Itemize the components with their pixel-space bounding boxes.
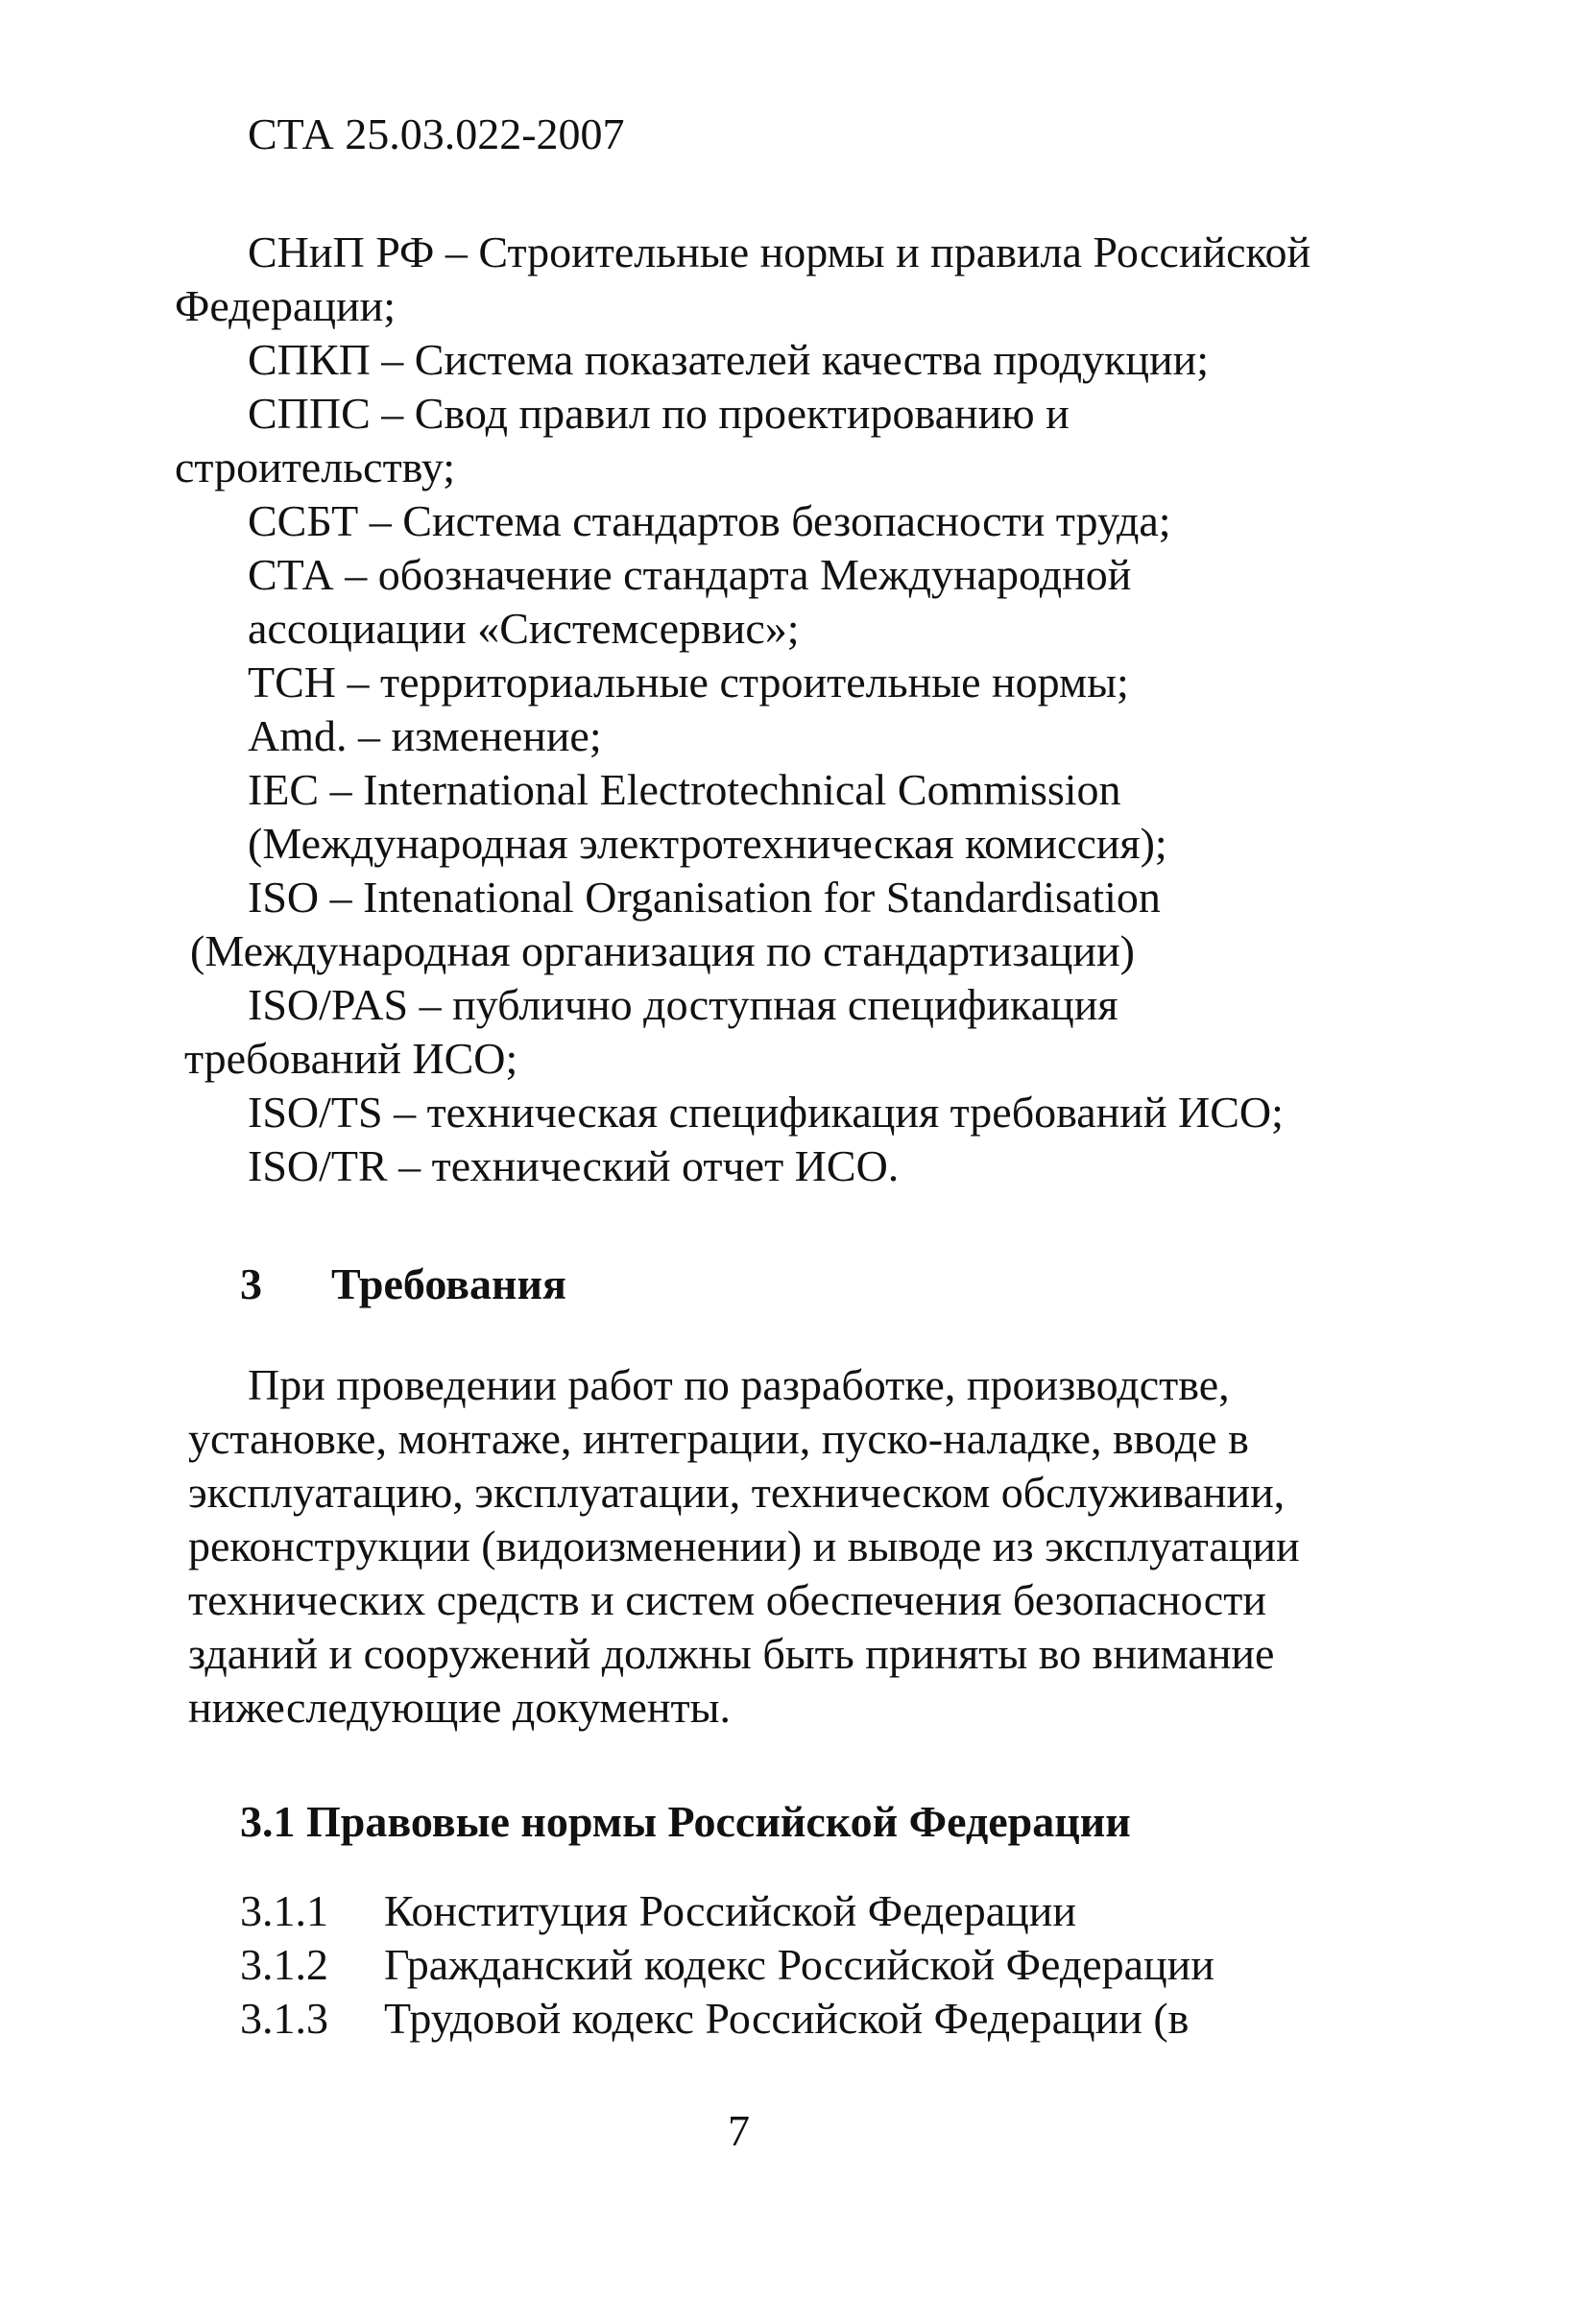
- section-3-number: 3: [240, 1259, 262, 1308]
- abbrev-iso: ISO – Intenational Organisation for Standardisation: [248, 873, 1161, 922]
- list-item-text: Конституция Российской Федерации: [384, 1886, 1076, 1935]
- section-3-paragraph-line-5: технических средств и систем обеспечения безопасности: [188, 1575, 1266, 1624]
- section-3-heading: [240, 1258, 566, 1311]
- list-item-number: 3.1.3: [240, 1994, 328, 2043]
- list-item: [240, 1992, 1189, 2046]
- section-3-paragraph-line-6: зданий и сооружений должны быть приняты во внимание: [188, 1629, 1275, 1678]
- section-3-paragraph-line-7: нижеследующие документы.: [188, 1683, 732, 1732]
- list-item: [240, 1938, 1214, 1992]
- abbrev-sta-cont: ассоциации «Системсервис»;: [248, 604, 800, 653]
- abbrev-spps: СППС – Свод правил по проектированию и: [248, 389, 1070, 438]
- section-3-paragraph-line-3: эксплуатацию, эксплуатации, техническом обслуживании,: [188, 1468, 1286, 1517]
- list-item-text: Трудовой кодекс Российской Федерации (в: [384, 1994, 1190, 2043]
- abbrev-iso-ts: ISO/TS – техническая спецификация требований ИСО;: [248, 1088, 1284, 1137]
- list-item-text: Гражданский кодекс Российской Федерации: [384, 1940, 1214, 1989]
- document-code-header: СТА 25.03.022-2007: [248, 109, 625, 158]
- abbrev-amd: Amd. – изменение;: [248, 711, 602, 760]
- abbrev-iec-cont: (Международная электротехническая комиссия);: [248, 819, 1167, 868]
- section-3-1-heading: 3.1 Правовые нормы Российской Федерации: [240, 1797, 1131, 1846]
- abbrev-iso-pas: ISO/PAS – публично доступная спецификация: [248, 980, 1118, 1029]
- section-3-title: Требования: [331, 1259, 566, 1308]
- abbrev-snip-cont: Федерации;: [175, 281, 397, 330]
- abbrev-spps-cont: строительству;: [175, 443, 455, 491]
- list-item-number: 3.1.2: [240, 1940, 328, 1989]
- abbrev-iso-tr: ISO/TR – технический отчет ИСО.: [248, 1141, 900, 1190]
- abbrev-tsn: ТСН – территориальные строительные нормы;: [248, 658, 1129, 707]
- abbrev-spkp: СПКП – Система показателей качества продукции;: [248, 335, 1209, 384]
- abbrev-ssbt: ССБТ – Система стандартов безопасности труда;: [248, 496, 1171, 545]
- section-3-paragraph-line-1: При проведении работ по разработке, производстве,: [248, 1360, 1230, 1409]
- abbrev-iso-cont: (Международная организация по стандартизации): [190, 926, 1135, 975]
- list-item: [240, 1884, 1076, 1938]
- section-3-paragraph-line-2: установке, монтаже, интеграции, пуско-наладке, вводе в: [188, 1414, 1249, 1463]
- abbrev-iec: IEC – International Electrotechnical Commission: [248, 765, 1121, 814]
- abbrev-sta: СТА – обозначение стандарта Международной: [248, 550, 1132, 599]
- page-number: 7: [728, 2106, 750, 2155]
- section-3-paragraph-line-4: реконструкции (видоизменении) и выводе из эксплуатации: [188, 1521, 1300, 1570]
- abbrev-iso-pas-cont: требований ИСО;: [184, 1034, 518, 1083]
- abbrev-snip: СНиП РФ – Строительные нормы и правила Российской: [248, 228, 1311, 276]
- list-item-number: 3.1.1: [240, 1886, 328, 1935]
